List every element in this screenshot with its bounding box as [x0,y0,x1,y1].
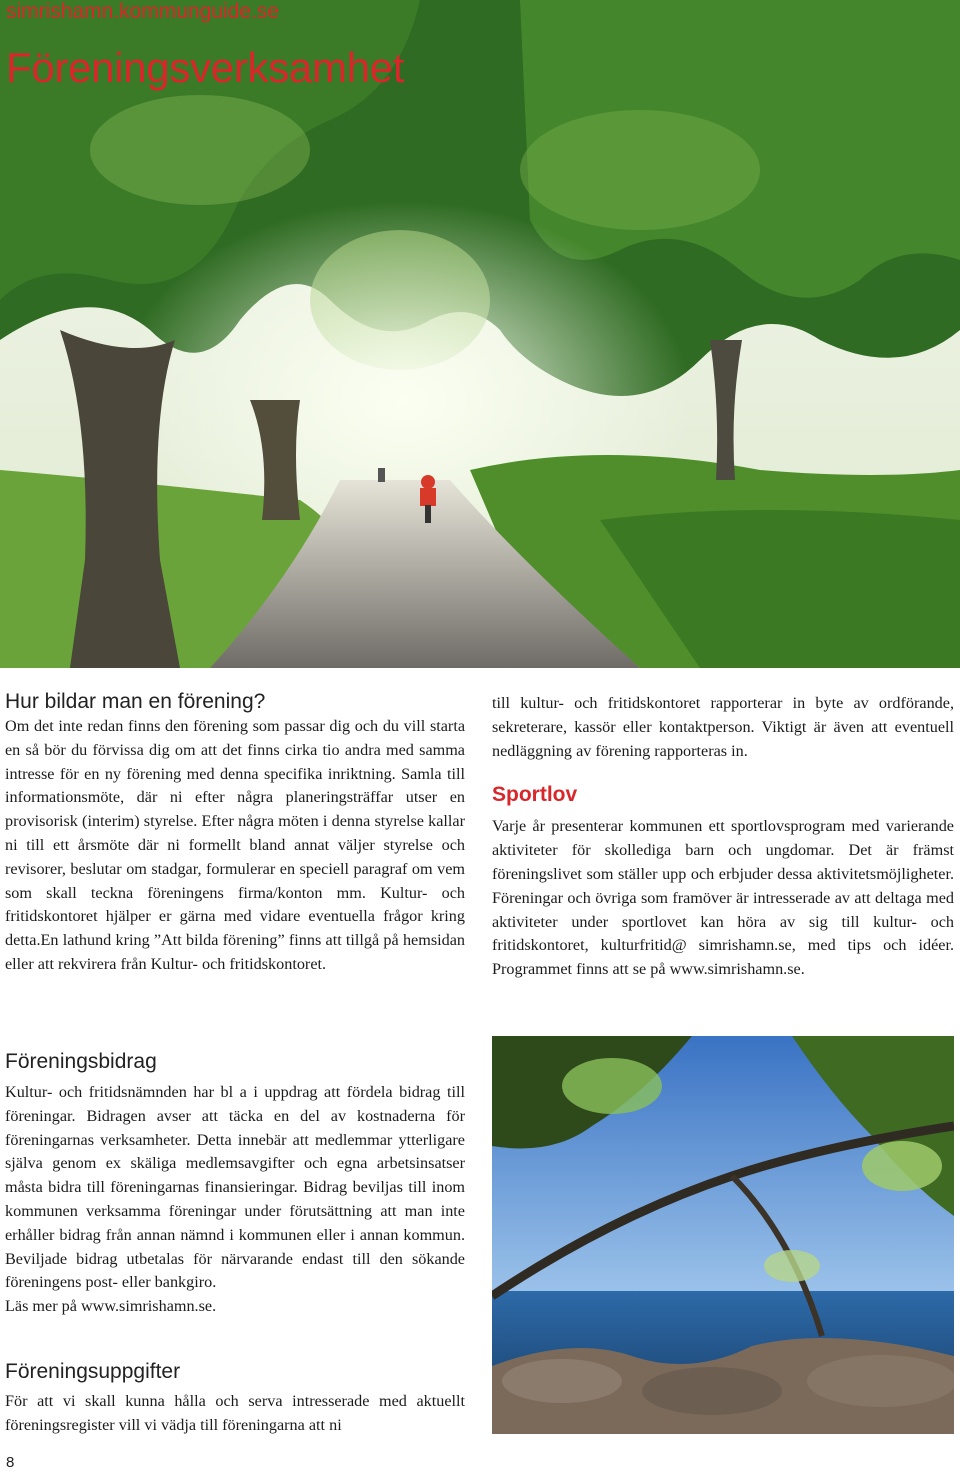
section-body: För att vi skall kunna hålla och serva intresserade med aktuellt föreningsregister vill vi vädja till föreningarna att ni [5,1392,465,1434]
section-foreningsbidrag [5,1050,465,1319]
section-hur-bildar [5,690,465,977]
right-column [492,692,954,982]
coast-photo [492,1036,954,1434]
continued-text: till kultur- och fritidskontoret rapporterar in byte av ordförande, sekreterare, kassör eller kontaktperson. Viktigt är även att eventuell nedläggning av förening rapporteras in. [492,694,954,760]
hero-photo [0,0,960,668]
hero-photo-tree-path [0,0,960,668]
site-url[interactable]: simrishamn.kommunguide.se [6,0,280,23]
page-title: Föreningsverksamhet [6,44,405,91]
section-heading: Hur bildar man en förening? [5,690,266,713]
sportlov-body: Varje år presenterar kommunen ett sportlovsprogram med varierande aktiviteter för skollediga barn och ungdomar. Det är främst föreningslivet som ställer upp och erbjuder dessa aktivitetsmöjligheter. Föreningar och övriga som framöver är intresserade av att deltaga med aktiviteter under sportlovet kan höra av sig till kultur- och fritidskontoret, kulturfritid@ simrishamn.se, med tips och idéer. Programmet finns att se på www.simrishamn.se. [492,817,954,979]
page-number: 8 [6,1454,15,1471]
section-body: Om det inte redan finns den förening som passar dig och du vill starta en så bör du förvissa dig om att det finns cirka tio andra med samma intresse för en ny förening med denna specifika inriktning. Samla till informationsmöte, där ni efter några planeringsträffar utser en provisorisk (interim) styrelse. Efter några möten i denna styrelse kallar ni till ett årsmöte där ni formellt bland annat väljer styrelse och revisorer, beslutar om stadgar, formulerar en speciell paragraf om vem som skall teckna föreningens firma/konton mm. Kultur- och fritidskontoret hjälper er gärna med vidare eventuella frågor kring detta.En lathund kring ”Att bilda förening” finns att tillgå på hemsidan eller att rekvirera från Kultur- och fritidskontoret. [5,717,465,973]
section-heading: Föreningsbidrag [5,1050,157,1073]
section-heading: Föreningsuppgifter [5,1360,181,1383]
section-foreningsuppgifter [5,1360,465,1438]
coast-photo-image [492,1036,954,1434]
read-more-text: Läs mer på www.simrishamn.se. [5,1297,217,1316]
section-body: Kultur- och fritidsnämnden har bl a i uppdrag att fördela bidrag till föreningar. Bidragen avser att täcka en del av kostnaderna för föreningarnas verksamheter. Detta innebär att medlemmar ytterligare själva genom ex skäliga medlemsavgifter och egna arbetsinsatser måsta bidra till föreningarnas finansieringar. Bidrag beviljas till inom kommunen verksamma föreningar under förutsättning att man inte erhåller bidrag från annan nämnd i kommunen eller i annan kommun. Beviljade bidrag utbetalas för närvarande endast till den sökande föreningens post- eller bankgiro. [5,1083,465,1292]
sportlov-heading: Sportlov [492,783,578,807]
